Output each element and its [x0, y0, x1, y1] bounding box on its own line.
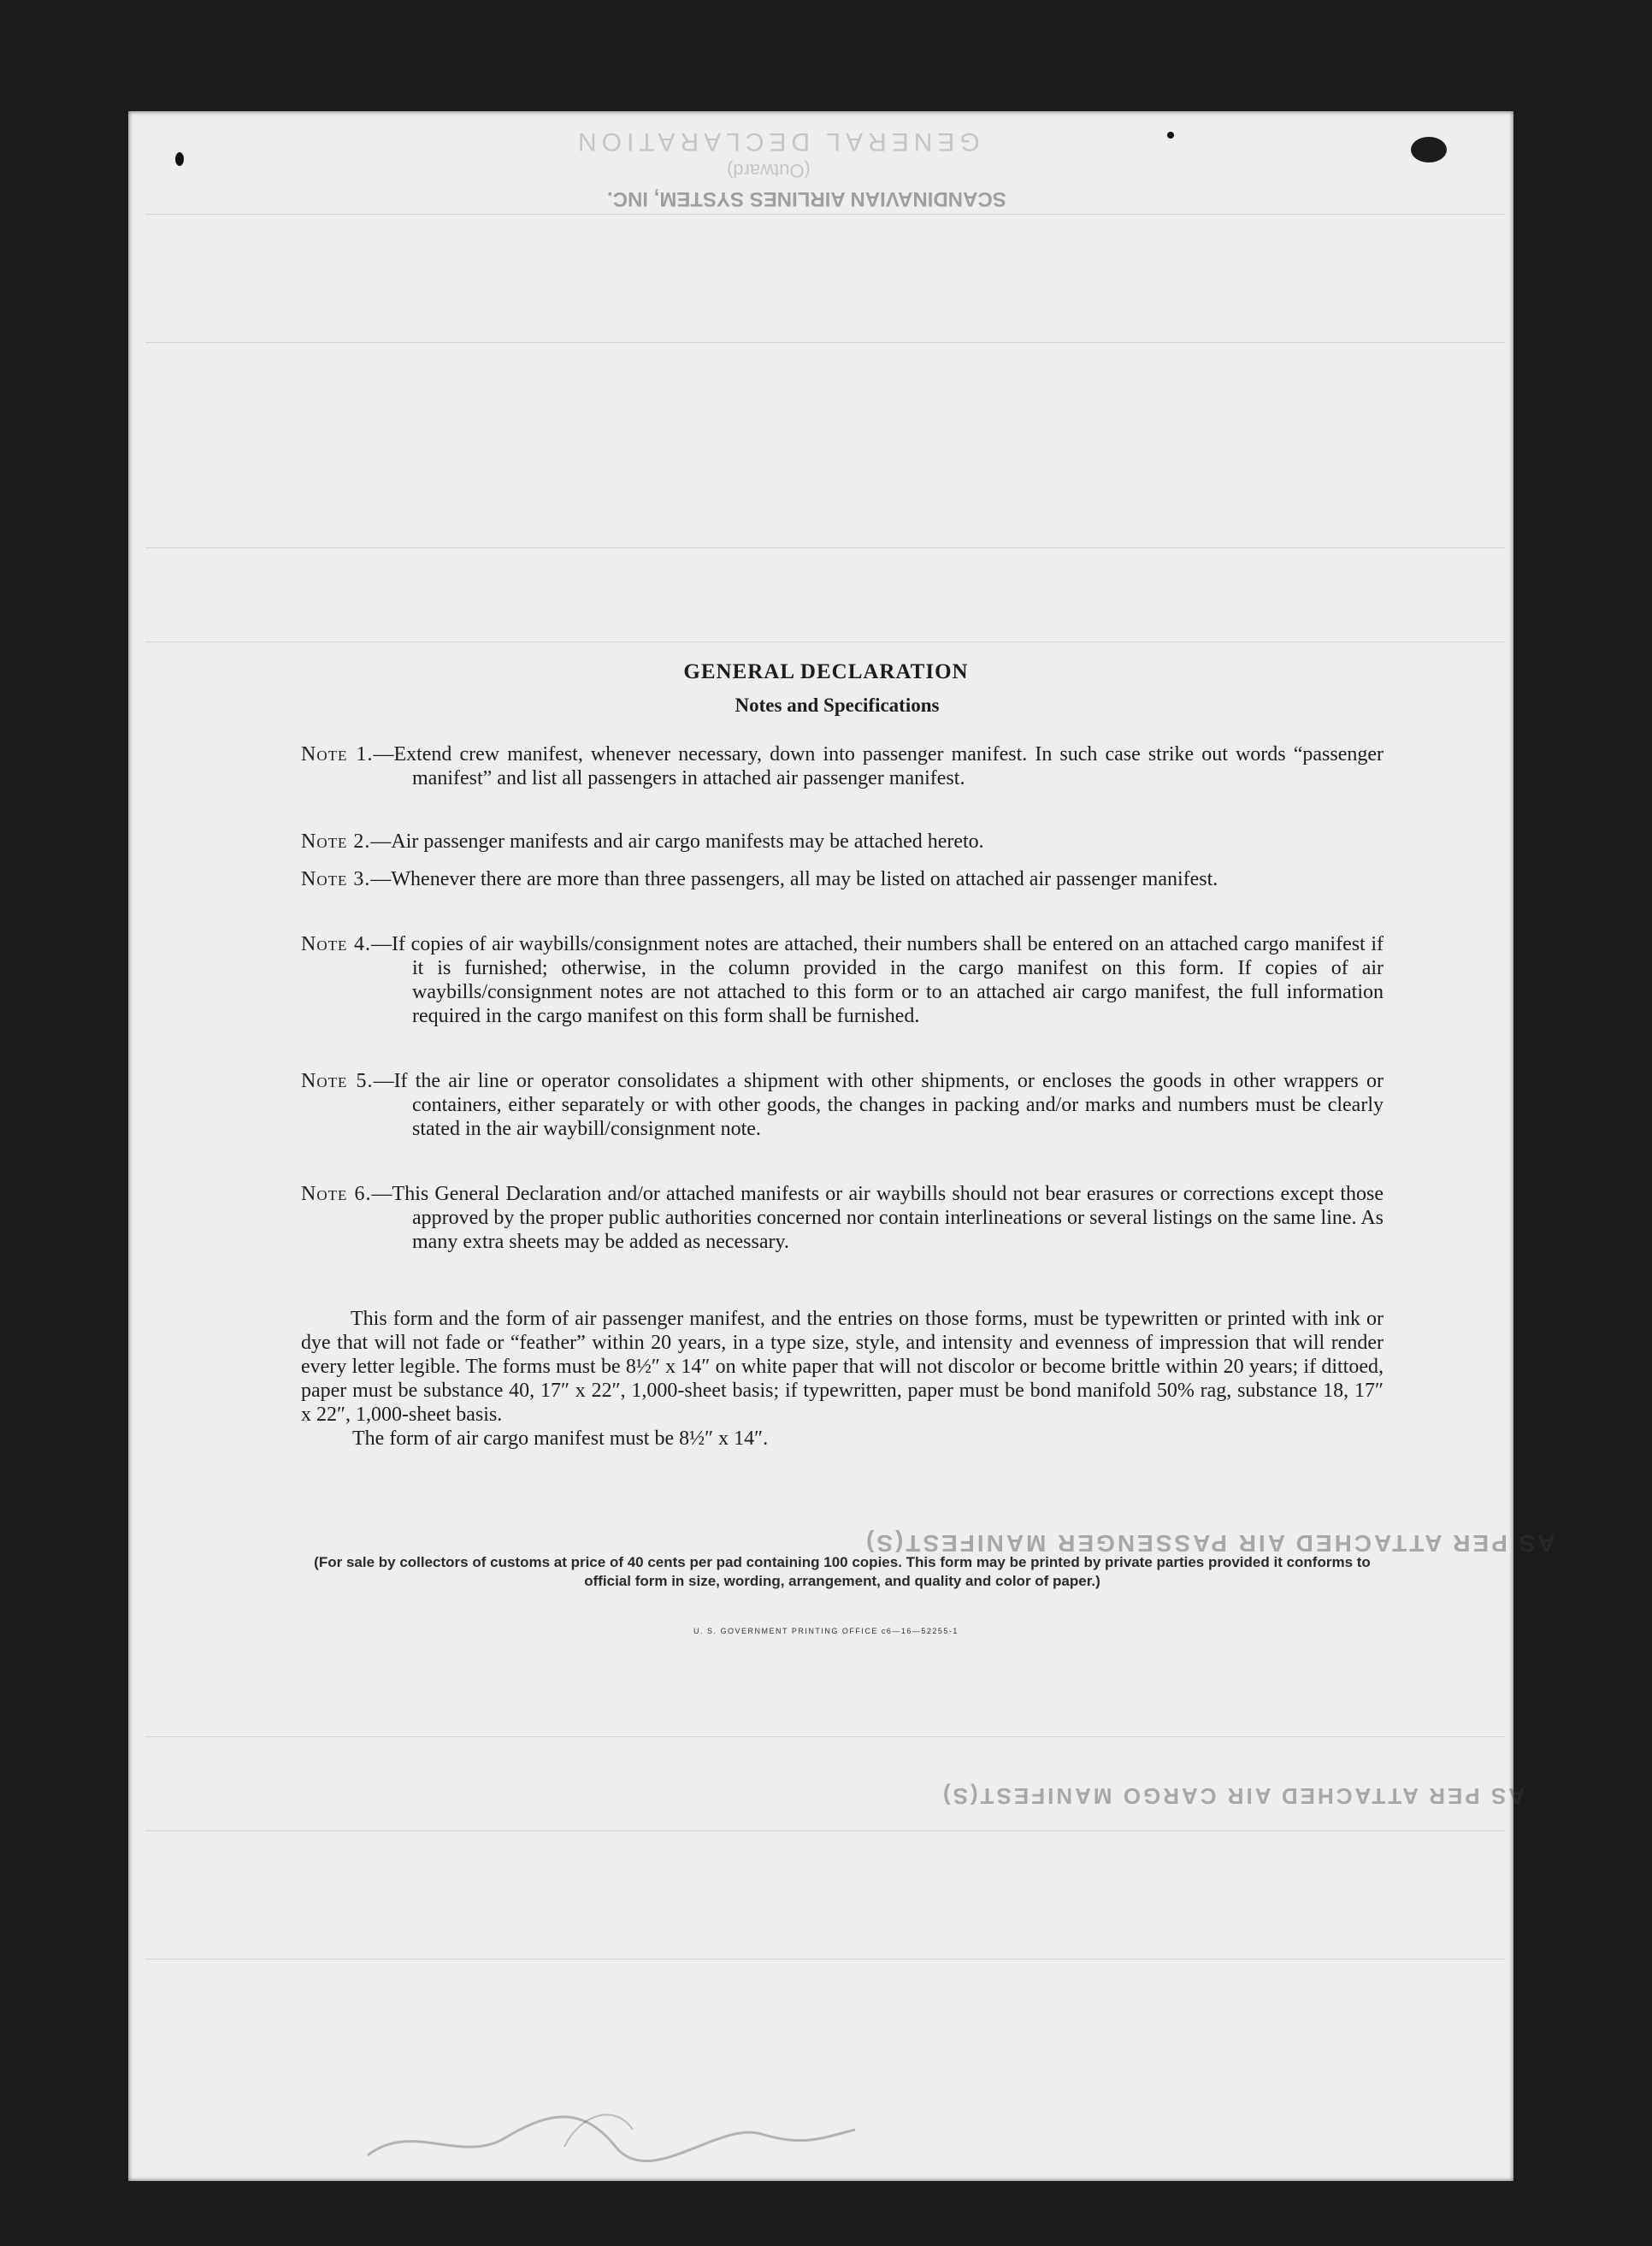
note-text: —If the air line or operator consolidates a shipment with other shipments, or encloses the goods in other wrappers or containers, either separately or with other goods, the changes in packing and/or marks and numbers must be clearly stated in the air waybill/consignment note. [373, 1070, 1384, 1140]
note-label: Note 1. [301, 743, 374, 765]
paper-requirements-paragraph [301, 1307, 1384, 1451]
note-1 [301, 742, 1384, 790]
document-title: GENERAL DECLARATION [683, 660, 969, 683]
note-6 [301, 1182, 1384, 1254]
bleed-through-subheader: (Outward) [727, 160, 811, 181]
paper-requirements-text: This form and the form of air passenger manifest, and the entries on those forms, must be typewritten or printed with ink or dye that will not fade or “feather” within 20 years, in a type size, style, and intensity and evenness of impression that will render every letter legible. The forms must be 8½″ x 14″ on white paper that will not discolor or become brittle within 20 years; if dittoed, paper must be substance 40, 17″ x 22″, 1,000-sheet basis; if typewritten, paper must be bond manifold 50% rag, substance 18, 17″ x 22″, 1,000-sheet basis. [301, 1308, 1384, 1426]
bleed-through-cargo-stamp: AS PER ATTACHED AIR CARGO MANIFEST(S) [941, 1783, 1525, 1809]
bleed-through-rule [145, 1830, 1505, 1831]
bleed-through-company: SCANDINAVIAN AIRLINES SYSTEM, INC. [607, 187, 1006, 210]
printer-imprint: U. S. GOVERNMENT PRINTING OFFICE c6—16—52255-1 [693, 1627, 959, 1635]
note-text: —If copies of air waybills/consignment notes are attached, their numbers shall be entered on an attached cargo manifest if it is furnished; otherwise, in the column provided in the cargo manifest on this form. If copies of air waybills/consignment notes are not attached to this form or to an attached air cargo manifest, the full information required in the cargo manifest on this form shall be furnished. [370, 933, 1384, 1027]
bleed-through-rule [145, 547, 1505, 548]
note-label: Note 3. [301, 868, 371, 890]
note-label: Note 6. [301, 1183, 372, 1205]
bleed-through-rule [145, 214, 1505, 215]
note-label: Note 2. [301, 830, 371, 853]
ink-spot [1167, 132, 1174, 139]
document-subtitle: Notes and Specifications [735, 694, 940, 716]
bleed-through-header: GENERAL DECLARATION [573, 127, 980, 156]
note-5 [301, 1069, 1384, 1141]
note-4 [301, 932, 1384, 1028]
note-3 [301, 867, 1384, 891]
bleed-through-rule [145, 342, 1505, 343]
document-sheet [128, 111, 1555, 2181]
sale-notice: (For sale by collectors of customs at price of 40 cents per pad containing 100 copies. This form may be printed by private parties provided it conforms to official form in size, wording, arrangement, and quality and color of paper.) [314, 1554, 1371, 1589]
bleed-through-rule [145, 641, 1505, 642]
paper-tear [1411, 137, 1447, 163]
bleed-through-signature [359, 2087, 872, 2172]
note-2 [301, 830, 1384, 854]
note-text: —Air passenger manifests and air cargo manifests may be attached hereto. [370, 830, 984, 853]
note-text: —Extend crew manifest, whenever necessary, down into passenger manifest. In such case strike out words “passenger manifest” and list all passengers in attached air passenger manifest. [373, 743, 1384, 789]
note-label: Note 4. [301, 933, 371, 955]
bleed-through-rule [145, 1736, 1505, 1737]
cargo-manifest-size-text: The form of air cargo manifest must be 8½″ x 14″. [352, 1427, 769, 1450]
bleed-through-passenger-stamp: AS PER ATTACHED AIR PASSENGER MANIFEST(S) [864, 1530, 1555, 1557]
note-text: —Whenever there are more than three passengers, all may be listed on attached air passenger manifest. [370, 868, 1218, 890]
note-label: Note 5. [301, 1070, 374, 1092]
note-text: —This General Declaration and/or attached manifests or air waybills should not bear erasures or corrections except those approved by the proper public authorities concerned nor contain interlineations or several listings on the same line. As many extra sheets may be added as necessary. [371, 1183, 1384, 1253]
ink-spot [175, 152, 184, 166]
